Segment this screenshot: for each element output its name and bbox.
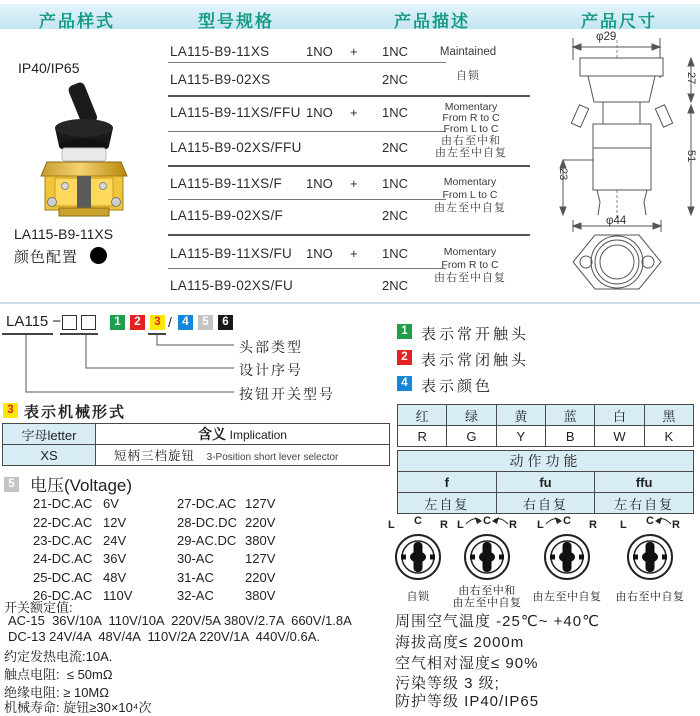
contact-nc: 2NC: [382, 72, 409, 87]
color-cn: 红: [398, 405, 447, 426]
color-cn: 蓝: [545, 405, 594, 426]
ordering-slash: /: [168, 314, 172, 330]
model-cell: LA115-B9-11XS/F: [170, 176, 283, 191]
color-config-label: 颜色配置: [14, 249, 79, 266]
voltage-code: 25-DC.AC: [33, 570, 93, 585]
legend-box-2: 2: [397, 350, 412, 365]
mech-meaning-cn: 短柄三档旋钮: [114, 449, 196, 463]
callout-design-number: 设计序号: [239, 362, 303, 378]
voltage-code: 30-AC: [177, 551, 214, 566]
mech-header-en: Implication: [229, 428, 287, 442]
voltage-code: 23-DC.AC: [33, 533, 93, 548]
pos-caption: 由右至中自复: [615, 591, 685, 603]
group-separator: [168, 95, 530, 97]
desc-en: Maintained: [439, 46, 497, 58]
action-function-table: [397, 450, 694, 514]
ratings-contact-resistance: 触点电阻: ≤ 50mΩ: [4, 667, 113, 682]
color-table: [397, 404, 694, 447]
contact-plus: +: [350, 105, 358, 120]
model-cell: LA115-B9-11XS/FFU: [170, 105, 301, 120]
voltage-num-box: 5: [4, 477, 19, 492]
pos-letter-c: C: [646, 515, 654, 527]
env-air-temperature: 周围空气温度 -25℃~ +40℃: [395, 613, 600, 630]
contact-nc: 2NC: [382, 140, 409, 155]
ratings-thermal-current: 约定发热电流:10A.: [4, 649, 113, 664]
group-separator: [168, 165, 530, 167]
desc-cn: 由左至中自复: [434, 202, 506, 214]
action-code: fu: [496, 472, 595, 493]
mech-header-letter: 字母letter: [3, 424, 96, 445]
model-cell: LA115-B9-11XS: [170, 44, 270, 59]
ip-rating: IP40/IP65: [18, 60, 80, 76]
env-pollution-degree: 污染等级 3 级;: [395, 675, 500, 692]
voltage-value: 6V: [103, 496, 119, 511]
desc-cn: 由右至中和: [441, 135, 501, 147]
mech-meaning-en: 3-Position short lever selector: [206, 452, 339, 463]
pos-caption: 由右至中和: [458, 585, 516, 597]
env-humidity: 空气相对湿度≤ 90%: [395, 655, 539, 672]
ordering-box-5: 5: [198, 315, 213, 330]
selector-circle: [454, 515, 520, 585]
contact-nc: 2NC: [382, 278, 409, 293]
voltage-value: 24V: [103, 533, 127, 548]
sample-model-name: LA115-B9-11XS: [14, 226, 114, 242]
desc-en: Momentary: [444, 101, 498, 113]
pos-letter-r: R: [509, 519, 517, 531]
row-separator: [168, 62, 446, 63]
pos-letter-l: L: [457, 519, 464, 531]
env-altitude: 海拔高度≤ 2000m: [395, 634, 525, 651]
ratings-title: 开关额定值:: [4, 600, 73, 615]
model-cell: LA115-B9-02XS/F: [170, 208, 284, 223]
ratings-mechanical-life: 机械寿命: 旋钮≥30×10⁴次: [4, 700, 152, 715]
desc-en: From R to C: [442, 112, 500, 124]
color-dot: [90, 247, 107, 264]
column-header-description: 产品描述: [394, 12, 470, 31]
contact-nc: 1NC: [382, 105, 409, 120]
mech-header-implication: [96, 424, 390, 445]
contact-no: 1NO: [306, 246, 333, 261]
legend-box-4: 4: [397, 376, 412, 391]
action-code: ffu: [595, 472, 694, 493]
ordering-prefix: LA115 −: [6, 313, 62, 330]
selector-circle: [385, 525, 451, 585]
voltage-value: 48V: [103, 570, 127, 585]
voltage-code: 21-DC.AC: [33, 496, 93, 511]
desc-cn: 自锁: [456, 70, 480, 82]
mechanical-table: [2, 423, 390, 466]
voltage-value: 12V: [103, 515, 127, 530]
ordering-box-3: 3: [150, 315, 165, 330]
action-meaning: 左右自复: [595, 493, 694, 514]
pos-letter-c: C: [483, 515, 491, 527]
column-header-dimensions: 产品尺寸: [581, 12, 657, 31]
dim-dia-flange: φ44: [606, 215, 627, 227]
callout-switch-model: 按钮开关型号: [239, 386, 335, 402]
row-separator: [168, 268, 446, 269]
legend-label-color: 表示颜色: [421, 378, 494, 395]
product-photo: [25, 80, 143, 222]
color-code: B: [545, 426, 594, 447]
ordering-box-2: 2: [130, 315, 145, 330]
desc-en: From L to C: [442, 189, 498, 201]
pos-letter-r: R: [589, 519, 597, 531]
position-diagram-maintained: [385, 515, 451, 607]
pos-letter-r: R: [440, 519, 448, 531]
column-header-product-style: 产品样式: [39, 12, 115, 31]
model-cell: LA115-B9-11XS/FU: [170, 246, 293, 261]
pos-letter-c: C: [414, 515, 422, 527]
group-separator: [168, 234, 530, 236]
position-diagram-right-return: [617, 515, 683, 607]
contact-nc: 1NC: [382, 246, 409, 261]
model-cell: LA115-B9-02XS: [170, 72, 271, 87]
ratings-dc: DC-13 24V/4A 48V/4A 110V/2A 220V/1A 440V/0.6A.: [8, 629, 320, 644]
ratings-insulation-resistance: 绝缘电阻: ≥ 10MΩ: [4, 685, 109, 700]
action-meaning: 右自复: [496, 493, 595, 514]
voltage-code: 27-DC.AC: [177, 496, 237, 511]
pos-caption: 由左至中自复: [452, 597, 522, 609]
color-code: G: [447, 426, 496, 447]
column-header-model-spec: 型号规格: [198, 12, 274, 31]
contact-nc: 1NC: [382, 44, 409, 59]
contact-no: 1NO: [306, 176, 333, 191]
color-code: W: [595, 426, 644, 447]
voltage-code: 28-DC.DC: [177, 515, 237, 530]
model-cell: LA115-B9-02XS/FU: [170, 278, 294, 293]
color-cn: 黑: [644, 405, 693, 426]
pos-letter-r: R: [672, 519, 680, 531]
voltage-value: 110V: [103, 588, 133, 603]
action-meaning: 左自复: [398, 493, 497, 514]
mechanical-label: 表示机械形式: [24, 404, 127, 421]
dim-h-body: 51: [685, 150, 697, 163]
mech-row-code: XS: [3, 445, 96, 466]
mech-header-cn: 含义: [198, 426, 226, 442]
desc-cn: 由左至中自复: [435, 147, 507, 159]
contact-no: 1NO: [306, 105, 333, 120]
contact-plus: +: [350, 246, 358, 261]
legend-label-nc: 表示常闭触头: [421, 352, 530, 369]
dim-h-lower: 23: [557, 168, 569, 181]
desc-cn: 由右至中自复: [434, 272, 506, 284]
desc-en: From R to C: [441, 259, 499, 271]
ordering-box-1: 1: [110, 315, 125, 330]
pos-caption: 自锁: [406, 591, 430, 603]
contact-plus: +: [350, 44, 358, 59]
color-code: R: [398, 426, 447, 447]
color-code: K: [644, 426, 693, 447]
row-separator: [168, 199, 446, 200]
voltage-value: 380V: [245, 588, 276, 603]
color-code: Y: [496, 426, 545, 447]
voltage-value: 127V: [245, 496, 276, 511]
voltage-code: 26-DC.AC: [33, 588, 93, 603]
legend-label-no: 表示常开触头: [421, 326, 530, 343]
voltage-label: 电压(Voltage): [30, 476, 133, 495]
desc-en: Momentary: [443, 176, 497, 188]
desc-en: From L to C: [443, 123, 499, 135]
ordering-box-4: 4: [178, 315, 193, 330]
voltage-code: 31-AC: [177, 570, 214, 585]
dimension-drawing: [555, 30, 700, 300]
dim-dia-top: φ29: [596, 31, 617, 43]
row-separator: [168, 131, 446, 132]
env-protection-degree: 防护等级 IP40/IP65: [395, 693, 540, 710]
model-cell: LA115-B9-02XS/FFU: [170, 140, 302, 155]
contact-nc: 2NC: [382, 208, 409, 223]
contact-no: 1NO: [306, 44, 333, 59]
ordering-box-6: 6: [218, 315, 233, 330]
voltage-value: 220V: [245, 570, 276, 585]
voltage-code: 24-DC.AC: [33, 551, 93, 566]
section-divider: [0, 302, 700, 304]
color-cn: 绿: [447, 405, 496, 426]
desc-en: Momentary: [443, 246, 497, 258]
pos-letter-l: L: [620, 519, 627, 531]
position-diagram-both-return: [454, 515, 520, 607]
pos-letter-l: L: [388, 519, 395, 531]
mech-row-meaning: [96, 445, 390, 466]
action-code: f: [398, 472, 497, 493]
voltage-value: 220V: [245, 515, 276, 530]
voltage-code: 32-AC: [177, 588, 214, 603]
ratings-ac: AC-15 36V/10A 110V/10A 220V/5A 380V/2.7A 660V/1.8A: [8, 613, 352, 628]
color-cn: 白: [595, 405, 644, 426]
voltage-code: 22-DC.AC: [33, 515, 93, 530]
contact-plus: +: [350, 176, 358, 191]
voltage-value: 127V: [245, 551, 276, 566]
action-title: 动作功能: [398, 451, 694, 472]
pos-letter-c: C: [563, 515, 571, 527]
selector-circle: [617, 515, 683, 585]
contact-nc: 1NC: [382, 176, 409, 191]
pos-caption: 由左至中自复: [532, 591, 602, 603]
voltage-value: 380V: [245, 533, 276, 548]
voltage-code: 29-AC.DC: [177, 533, 237, 548]
selector-circle: [534, 515, 600, 585]
callout-head-type: 头部类型: [239, 339, 303, 355]
dim-h-top: 27: [685, 72, 697, 85]
voltage-value: 36V: [103, 551, 127, 566]
pos-letter-l: L: [537, 519, 544, 531]
position-diagram-left-return: [534, 515, 600, 607]
ordering-callout-lines: [0, 315, 235, 400]
color-cn: 黄: [496, 405, 545, 426]
legend-box-1: 1: [397, 324, 412, 339]
mechanical-num-box: 3: [3, 403, 18, 418]
